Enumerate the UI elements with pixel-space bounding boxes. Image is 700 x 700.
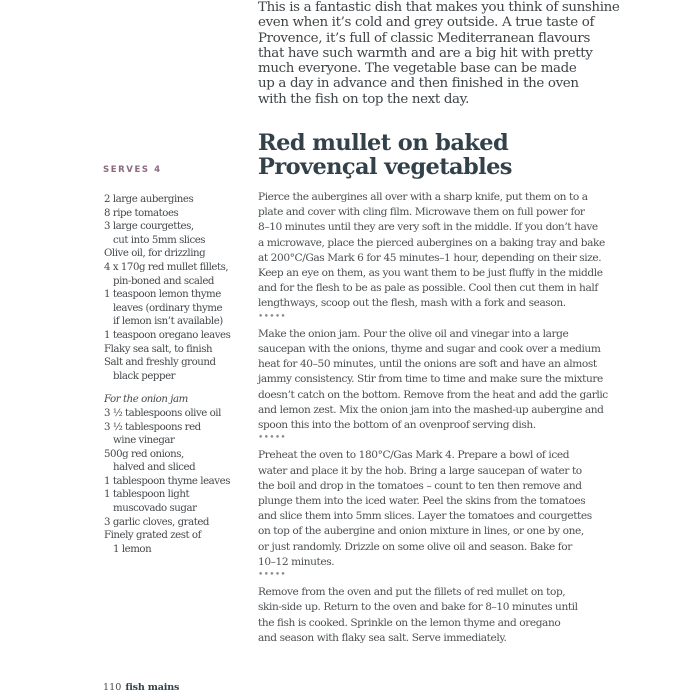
method-step [258, 327, 638, 433]
ingredient-item [104, 529, 254, 556]
method-step [258, 448, 638, 570]
ingredient-item [104, 220, 254, 247]
method-line: the fish is cooked. Sprinkle on the lemon thyme and oregano [258, 616, 561, 629]
method-line: at 200°C/Gas Mark 6 for 45 minutes–1 hour, depending on their size. [258, 251, 602, 264]
ingredient-text: 1 teaspoon oregano leaves [104, 329, 231, 341]
method-step [258, 585, 638, 646]
ingredient-text: Flaky sea salt, to finish [104, 343, 213, 355]
method-line: plunge them into the iced water. Peel the skins from the tomatoes [258, 495, 586, 508]
step-separator: ••••• [258, 311, 287, 322]
ingredient-text: 2 large aubergines [104, 194, 194, 205]
ingredient-item [104, 247, 254, 261]
method-line: 8–10 minutes until they are very soft in the middle. If you don’t have [258, 221, 598, 234]
method-line: plate and cover with cling film. Microwave them on full power for [258, 206, 585, 219]
method-line: lengthways, scoop out the flesh, mash with a fork and season. [258, 297, 566, 310]
method-line: the boil and drop in the tomatoes – count to ten then remove and [258, 479, 582, 492]
ingredient-text: 3 large courgettes, [104, 221, 194, 233]
ingredient-continuation: if lemon isn’t available) [113, 316, 223, 328]
ingredient-item [104, 261, 254, 288]
method-line: Remove from the oven and put the fillets of red mullet on top, [258, 586, 566, 599]
method-line: 10–12 minutes. [258, 555, 335, 568]
ingredient-text: 3 ½ tablespoons red [104, 421, 201, 433]
ingredient-continuation: muscovado sugar [113, 503, 197, 515]
recipe-title [258, 131, 658, 179]
intro-line: even when it’s cold and grey outside. A true taste of [258, 15, 595, 31]
method-step [258, 190, 638, 312]
method-line: Preheat the oven to 180°C/Gas Mark 4. Prepare a bowl of iced [258, 449, 570, 462]
method-line: Keep an eye on them, as you want them to be just fluffy in the middle [258, 267, 603, 280]
ingredient-continuation: halved and sliced [113, 462, 196, 474]
method-line: skin-side up. Return to the oven and bake for 8–10 minutes until [258, 601, 578, 614]
intro-paragraph [258, 0, 658, 107]
ingredient-item [104, 343, 254, 357]
ingredient-item [104, 421, 254, 448]
ingredient-text: Olive oil, for drizzling [104, 248, 206, 260]
ingredients-list [104, 193, 254, 556]
intro-line: up a day in advance and then finished in the oven [258, 76, 579, 92]
step-separator: ••••• [258, 570, 287, 581]
recipe-title-line: Red mullet on baked [258, 130, 509, 156]
method-line: and season with flaky sea salt. Serve immediately. [258, 631, 507, 644]
ingredient-item [104, 488, 254, 515]
ingredient-item [104, 356, 254, 383]
ingredient-text: 3 garlic cloves, grated [104, 516, 209, 528]
method-line: doesn’t catch on the bottom. Remove from the heat and add the garlic [258, 388, 608, 401]
page-number: 110 [103, 682, 122, 693]
method-line: and for the flesh to be as pale as possible. Cool then cut them in half [258, 282, 598, 295]
ingredient-text: 3 ½ tablespoons olive oil [104, 407, 221, 419]
ingredient-continuation: pin-boned and scaled [113, 275, 214, 287]
page-footer [103, 682, 179, 693]
method-line: and slice them into 5mm slices. Layer the tomatoes and courgettes [258, 510, 592, 523]
ingredient-text: Salt and freshly ground [104, 357, 216, 369]
intro-line: This is a fantastic dish that makes you think of sunshine [258, 0, 620, 15]
ingredient-text: 1 tablespoon thyme leaves [104, 475, 230, 487]
ingredient-continuation: black pepper [113, 370, 176, 382]
ingredient-text: 1 teaspoon lemon thyme [104, 289, 221, 301]
ingredient-text: 4 x 170g red mullet fillets, [104, 261, 229, 273]
method-line: or just randomly. Drizzle on some olive oil and season. Bake for [258, 540, 572, 553]
intro-line: that have such warmth and are a big hit with pretty [258, 45, 593, 61]
ingredient-item [104, 475, 254, 489]
method-line: jammy consistency. Stir from time to time and make sure the mixture [258, 373, 603, 386]
method-line: and lemon zest. Mix the onion jam into the mashed-up aubergine and [258, 403, 604, 416]
method-line: Make the onion jam. Pour the olive oil and vinegar into a large [258, 327, 569, 340]
recipe-title-line: Provençal vegetables [258, 154, 512, 180]
ingredient-text: 500g red onions, [104, 448, 184, 460]
ingredient-item [104, 193, 254, 207]
serves-label: SERVES 4 [103, 165, 162, 175]
ingredient-item [104, 448, 254, 475]
ingredient-text: 8 ripe tomatoes [104, 207, 179, 219]
step-separator: ••••• [258, 433, 287, 444]
ingredient-item [104, 516, 254, 530]
ingredient-item [104, 329, 254, 343]
intro-line: much everyone. The vegetable base can be made [258, 61, 577, 77]
ingredient-continuation: cut into 5mm slices [113, 234, 206, 246]
ingredient-continuation: wine vinegar [113, 435, 175, 447]
method-line: a microwave, place the pierced aubergines on a baking tray and bake [258, 236, 605, 249]
method-line: heat for 40–50 minutes, until the onions are soft and have an almost [258, 358, 597, 371]
ingredient-item [104, 207, 254, 221]
intro-line: with the fish on top the next day. [258, 91, 470, 107]
intro-line: Provence, it’s full of classic Mediterranean flavours [258, 30, 590, 46]
ingredient-text: 1 tablespoon light [104, 489, 190, 501]
method-line: Pierce the aubergines all over with a sharp knife, put them on to a [258, 191, 588, 203]
ingredient-continuation: 1 lemon [113, 543, 152, 555]
main-ingredients [104, 193, 254, 383]
method-line: spoon this into the bottom of an ovenproof serving dish. [258, 419, 536, 432]
method-line: water and place it by the hob. Bring a large saucepan of water to [258, 464, 582, 477]
section-name: fish mains [125, 682, 180, 693]
ingredient-item [104, 288, 254, 329]
onion-jam-ingredients [104, 407, 254, 557]
onion-jam-heading: For the onion jam [104, 394, 188, 406]
method-line: saucepan with the onions, thyme and sugar and cook over a medium [258, 343, 601, 356]
ingredient-item [104, 407, 254, 421]
method-line: on top of the aubergine and onion mixture in lines, or one by one, [258, 525, 584, 538]
method-section [258, 190, 638, 646]
ingredient-continuation: leaves (ordinary thyme [113, 302, 223, 314]
ingredient-text: Finely grated zest of [104, 530, 201, 542]
